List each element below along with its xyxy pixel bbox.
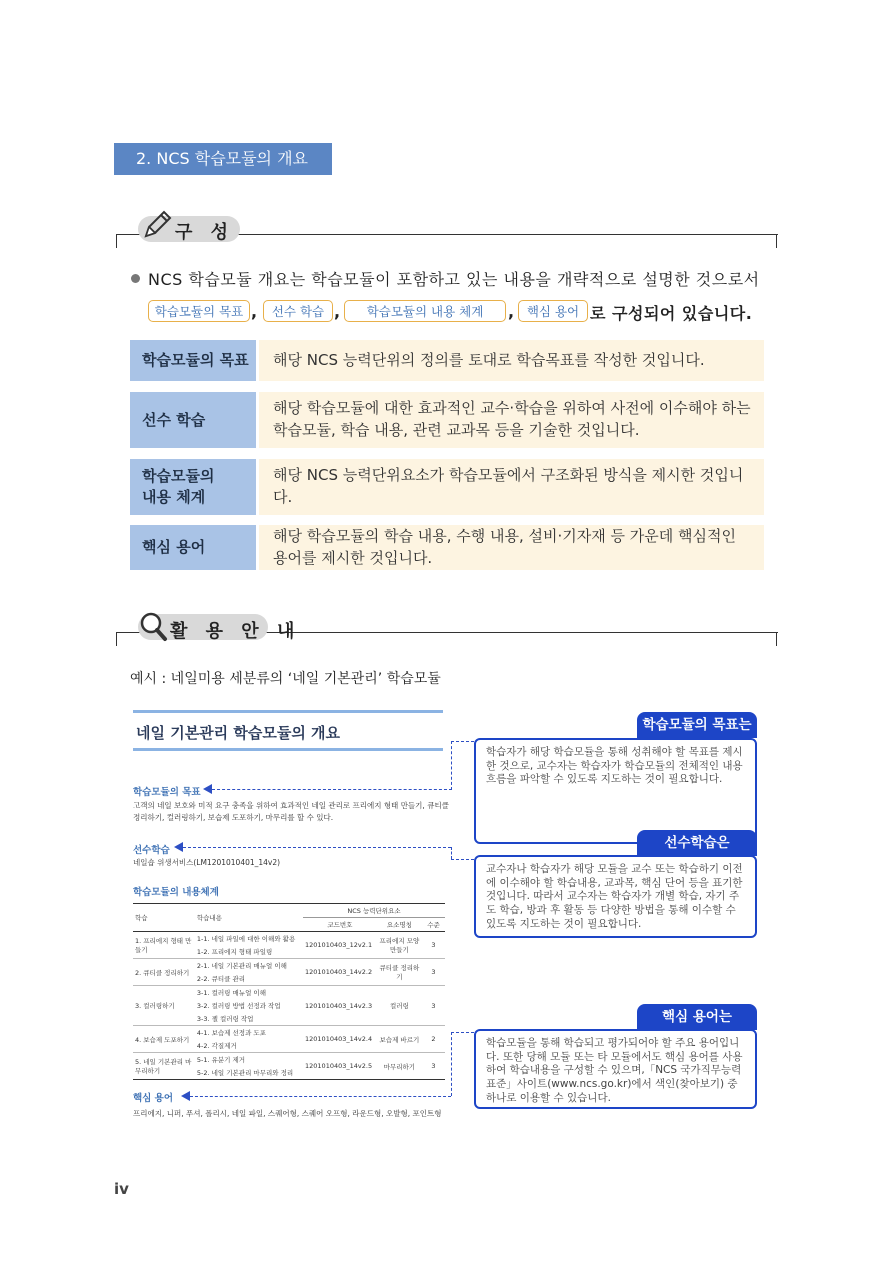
sample-title: 네일 기본관리 학습모듈의 개요 [136, 724, 341, 742]
callout-prereq-heading: 선수학습은 [637, 830, 757, 856]
sample-structure-heading: 학습모듈의 내용체계 [133, 887, 219, 898]
th-code: 코드번호 [303, 918, 377, 932]
table-row [133, 986, 445, 1026]
cell-code: 1201010403_12v2.1 [303, 932, 377, 959]
connector-goal [212, 789, 452, 790]
magnifier-icon [138, 610, 168, 642]
cell-level: 3 [431, 1062, 436, 1070]
cell-code: 1201010403_14v2.2 [303, 959, 377, 986]
cell-content: 4-1. 보습제 선정과 도포 [196, 1029, 266, 1037]
arrow-head [203, 784, 212, 794]
cell-elem: 큐티클 정리하기 [377, 959, 422, 986]
intro-tail: 로 구성되어 있습니다. [590, 304, 753, 323]
cell-code: 1201010403_14v2.5 [305, 1062, 373, 1070]
cell-content: 3-3. 젤 컬러링 작업 [196, 1015, 254, 1023]
intro-line: NCS 학습모듈 개요는 학습모듈이 포함하고 있는 내용을 개략적으로 설명한 것으로서 [148, 270, 760, 289]
sample-structure-table [133, 903, 445, 1080]
sample-bottom-rule [133, 748, 443, 751]
connector-terms [190, 1096, 451, 1097]
cell-learn: 3. 컬러링하기 [133, 986, 195, 1026]
connector-terms-vertical [451, 1032, 452, 1096]
tag-comma: , [508, 302, 515, 321]
table-row [133, 1026, 445, 1053]
sample-terms-heading: 핵심 용어 [133, 1093, 174, 1104]
cell-elem: 마무리하기 [383, 1062, 416, 1071]
sample-goal-text: 고객의 네일 보호와 미적 요구 충족을 위하여 효과적인 네일 관리로 프리에지 형태 만들기, 큐티클 정리하기, 컬러링하기, 보습제 도포하기, 마무리를 할 수 있다. [133, 801, 449, 823]
cell-code: 1201010403_14v2.4 [303, 1026, 377, 1053]
connector-prereq [183, 847, 451, 848]
cell-content: 2-2. 큐티클 관리 [196, 975, 246, 983]
sample-prereq-heading: 선수학습 [133, 845, 170, 856]
table-row [133, 959, 445, 986]
bullet-dot [131, 274, 140, 283]
th-level: 수준 [422, 918, 445, 932]
cell-content: 5-1. 유분기 제거 [196, 1056, 246, 1064]
th-contents: 학습내용 [195, 904, 303, 932]
connector-prereq-to-box [451, 859, 474, 860]
section-title: 2. NCS 학습모듈의 개요 [114, 143, 332, 175]
row-desc-prereq: 해당 학습모듈에 대한 효과적인 교수·학습을 위하여 사전에 이수해야 하는 학습모듈, 학습 내용, 관련 교과목 등을 기술한 것입니다. [259, 392, 764, 448]
callout-prereq-body: 교수자나 학습자가 해당 모듈을 교수 또는 학습하기 이전에 이수해야 할 학습내용, 교과목, 핵심 단어 등을 표기한 것입니다. 따라서 교수자는 학습자가 개별 학습, 자기 주도 학습, 방과 후 활동 등 다양한 방법을 통해 이수할 수 있도록 지도하는 것이 필요합니다. [474, 855, 757, 938]
guide-heading: 활 용 안 내 [170, 621, 301, 642]
th-learn: 학습 [133, 904, 195, 932]
cell-elem: 컬러링 [377, 986, 422, 1026]
sample-goal-heading: 학습모듈의 목표 [133, 787, 201, 798]
cell-learn: 1. 프리에지 형태 만들기 [133, 932, 195, 959]
connector-terms-to-box [451, 1032, 474, 1033]
row-desc-goal: 해당 NCS 능력단위의 정의를 토대로 학습목표를 작성한 것입니다. [259, 340, 764, 381]
sample-prereq-text: 네일숍 위생서비스(LM1201010401_14v2) [133, 858, 281, 867]
arrow-head [174, 842, 183, 852]
arrow-head [181, 1091, 190, 1101]
cell-level: 2 [422, 1026, 445, 1053]
callout-terms-body: 학습모듈을 통해 학습되고 평가되어야 할 주요 용어입니다. 또한 당해 모듈 또는 타 모듈에서도 핵심 용어를 사용하여 학습내용을 구성할 수 있으며,「NCS 국가직무능력표준」사이트(www.ncs.go.kr)에서 색인(찾아보기) 중 하나로 이용할 수 있습니다. [474, 1029, 757, 1109]
tag-comma: , [334, 302, 341, 321]
tag-structure: 학습모듈의 내용 체계 [344, 300, 506, 322]
cell-elem: 보습제 바르기 [377, 1026, 422, 1053]
cell-content: 2-1. 네일 기본관리 매뉴얼 이해 [196, 962, 287, 970]
frame-tick-right [776, 234, 777, 248]
th-ncs: NCS 능력단위요소 [303, 904, 445, 918]
cell-level: 3 [422, 986, 445, 1026]
cell-elem: 프리에지 모양 만들기 [377, 932, 422, 959]
callout-goal-heading: 학습모듈의 목표는 [637, 712, 757, 738]
connector-prereq-vertical [451, 847, 452, 859]
cell-level: 3 [422, 932, 445, 959]
cell-content: 1-2. 프리에지 형태 파일링 [196, 948, 273, 956]
example-line: 예시 : 네일미용 세분류의 ‘네일 기본관리’ 학습모듈 [130, 671, 441, 687]
frame-tick-right [776, 632, 777, 646]
row-label-goal: 학습모듈의 목표 [130, 340, 256, 381]
connector-goal-vertical [451, 741, 452, 790]
callout-goal-body: 학습자가 해당 학습모듈을 통해 성취해야 할 목표를 제시한 것으로, 교수자는 학습자가 학습모듈의 전체적인 내용흐름을 파악할 수 있도록 지도하는 것이 필요합니다. [474, 738, 757, 844]
connector-goal-to-box [451, 741, 474, 742]
table-row [133, 932, 445, 959]
cell-content: 3-1. 컬러링 매뉴얼 이해 [196, 989, 266, 997]
tag-terms: 핵심 용어 [518, 300, 588, 322]
callout-terms-heading: 핵심 용어는 [637, 1004, 757, 1030]
row-label-terms: 핵심 용어 [130, 525, 256, 570]
cell-content: 1-1. 네일 파일에 대한 이해와 활용 [196, 935, 296, 943]
tag-goal: 학습모듈의 목표 [148, 300, 250, 322]
row-label-structure: 학습모듈의 내용 체계 [130, 459, 256, 515]
pencil-icon [140, 208, 172, 242]
frame-tick-left [116, 632, 117, 646]
table-row [133, 1053, 445, 1080]
cell-code: 1201010403_14v2.3 [303, 986, 377, 1026]
tag-comma: , [251, 302, 258, 321]
row-desc-terms: 해당 학습모듈의 학습 내용, 수행 내용, 설비·기자재 등 가운데 핵심적인 용어를 제시한 것입니다. [259, 525, 764, 570]
cell-content: 4-2. 각질제거 [196, 1042, 237, 1050]
tag-prereq: 선수 학습 [263, 300, 333, 322]
cell-learn: 4. 보습제 도포하기 [133, 1026, 195, 1053]
sample-top-rule [133, 710, 443, 713]
cell-learn: 2. 큐티클 정리하기 [133, 959, 195, 986]
th-elem: 요소명칭 [377, 918, 422, 932]
cell-content: 3-2. 컬러링 방법 선정과 작업 [196, 1002, 281, 1010]
row-label-prereq: 선수 학습 [130, 392, 256, 448]
sample-terms-text: 프리에지, 니퍼, 푸셔, 폴리시, 네일 파일, 스퀘어형, 스퀘어 오프형, 라운드형, 오발형, 포인트형 [133, 1109, 442, 1118]
cell-content: 5-2. 네일 기본관리 마무리와 정리 [196, 1069, 294, 1077]
page-number: iv [114, 1180, 129, 1198]
cell-learn: 5. 네일 기본관리 마무리하기 [135, 1058, 192, 1075]
cell-level: 3 [422, 959, 445, 986]
row-desc-structure: 해당 NCS 능력단위요소가 학습모듈에서 구조화된 방식을 제시한 것입니다. [259, 459, 764, 515]
frame-tick-left [116, 234, 117, 248]
composition-heading: 구 성 [175, 222, 235, 243]
